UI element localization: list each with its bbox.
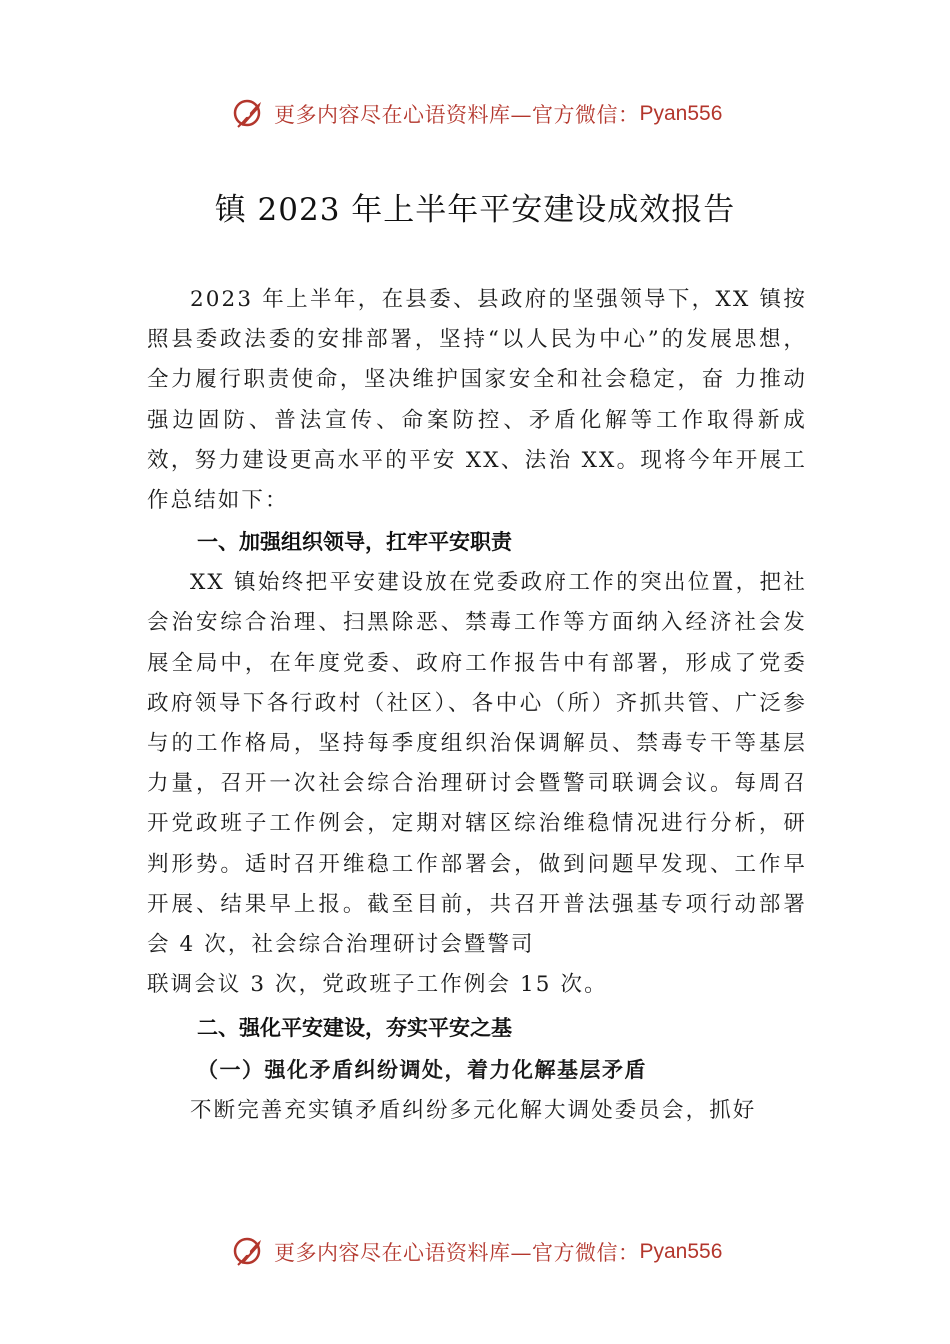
watermark-text: 更多内容尽在心语资料库—官方微信： — [274, 103, 640, 127]
pen-logo-icon — [232, 96, 268, 132]
section-2-heading: 二、强化平安建设，夯实平安之基 — [197, 1016, 512, 1041]
section-1-heading: 一、加强组织领导，扛牢平安职责 — [197, 530, 512, 555]
pen-logo-icon — [232, 1234, 268, 1270]
watermark-footer — [232, 1232, 752, 1272]
watermark-wechat-id: Pyan556 — [639, 1240, 723, 1263]
document-body — [147, 280, 807, 1132]
intro-paragraph: 2023 年上半年，在县委、县政府的坚强领导下，XX 镇按照县委政法委的安排部署，坚持“以人民为中心”的发展思想，全力履行职责使命，坚决维护国家安全和社会稳定，奋 力推动强边固防、普法宣传、命案防控、矛盾化解等工作取得新成效，努力建设更高水平的平安 XX、法治 XX。现将今年开展工作总结如下： — [147, 287, 807, 514]
section-2-subheading-1: （一）强化矛盾纠纷调处，着力化解基层矛盾 — [197, 1057, 647, 1083]
watermark-text: 更多内容尽在心语资料库—官方微信： — [274, 1241, 640, 1265]
section-2-paragraph: 不断完善充实镇矛盾纠纷多元化解大调处委员会，抓好 — [190, 1098, 757, 1124]
section-1-paragraph: XX 镇始终把平安建设放在党委政府工作的突出位置，把社会治安综合治理、扫黑除恶、禁毒工作等方面纳入经济社会发展全局中，在年度党委、政府工作报告中有部署，形成了党委政府领导下各行政村（社区）、各中心（所）齐抓共管、广泛参与的工作格局，坚持每季度组织治保调解员、禁毒专干等基层力量，召开一次社会综合治理研讨会暨警司联调会议。每周召开党政班子工作例会，定期对辖区综治维稳情况进行分析，研判形势。适时召开维稳工作部署会，做到问题早发现、工作早开展、结果早上报。截至目前，共召开普法强基专项行动部署会 4 次，社会综合治理研讨会暨警司 — [147, 570, 807, 958]
page-title: 镇 2023 年上半年平安建设成效报告 — [214, 192, 736, 228]
watermark-wechat-id: Pyan556 — [639, 102, 723, 125]
watermark-header — [232, 94, 752, 134]
section-1-continuation: 联调会议 3 次，党政班子工作例会 15 次。 — [147, 972, 608, 998]
